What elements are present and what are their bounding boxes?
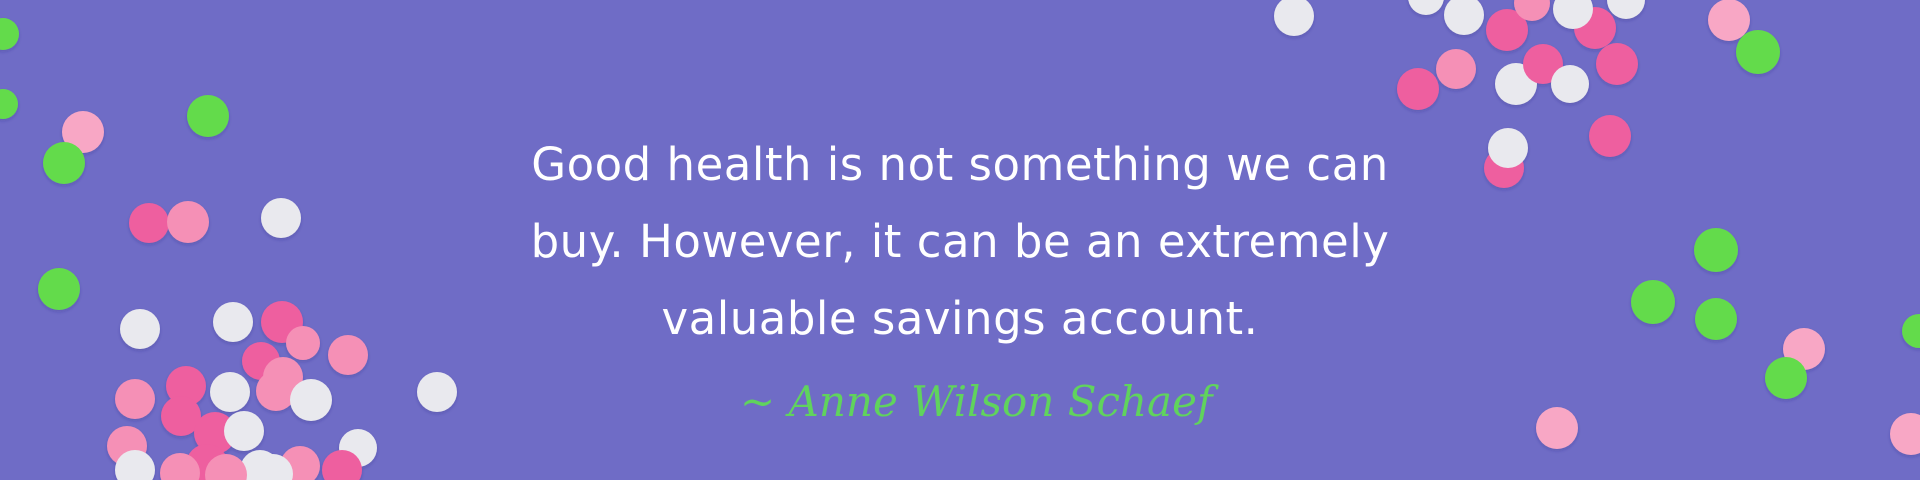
confetti-dot <box>38 268 80 310</box>
confetti-dot <box>1274 0 1314 36</box>
confetti-dot <box>261 198 301 238</box>
confetti-dot <box>1890 413 1920 455</box>
confetti-dot <box>1589 115 1631 157</box>
confetti-dot <box>1902 314 1920 348</box>
confetti-dot <box>1695 298 1737 340</box>
confetti-dot <box>213 302 253 342</box>
confetti-dot <box>290 379 332 421</box>
confetti-dot <box>0 18 19 50</box>
confetti-dot <box>1536 407 1578 449</box>
confetti-dot <box>256 371 296 411</box>
confetti-dot <box>167 201 209 243</box>
confetti-dot <box>1607 0 1645 19</box>
confetti-dot <box>1488 128 1528 168</box>
quote-text <box>460 126 1460 357</box>
confetti-dot <box>1436 49 1476 89</box>
confetti-dot <box>210 372 250 412</box>
confetti-dot <box>1444 0 1484 35</box>
quote-line-2: buy. However, it can be an extremely <box>530 215 1390 268</box>
confetti-dot <box>187 95 229 137</box>
confetti-dot <box>115 379 155 419</box>
quote-line-3: valuable savings account. <box>661 292 1259 345</box>
confetti-dot <box>43 142 85 184</box>
confetti-dot <box>1694 228 1738 272</box>
confetti-dot <box>1765 357 1807 399</box>
confetti-dot <box>0 89 18 119</box>
confetti-dot <box>1408 0 1444 15</box>
confetti-dot <box>328 335 368 375</box>
confetti-dot <box>224 411 264 451</box>
confetti-dot <box>1551 65 1589 103</box>
confetti-dot <box>417 372 457 412</box>
confetti-dot <box>129 203 169 243</box>
confetti-dot <box>1631 280 1675 324</box>
confetti-dot <box>1736 30 1780 74</box>
confetti-dot <box>1397 68 1439 110</box>
quote-attribution: ~ Anne Wilson Schaef <box>740 377 1213 426</box>
confetti-dot <box>1596 43 1638 85</box>
confetti-dot <box>120 309 160 349</box>
confetti-dot <box>1708 0 1750 41</box>
quote-line-1: Good health is not something we can <box>531 138 1389 191</box>
confetti-dot <box>286 326 320 360</box>
